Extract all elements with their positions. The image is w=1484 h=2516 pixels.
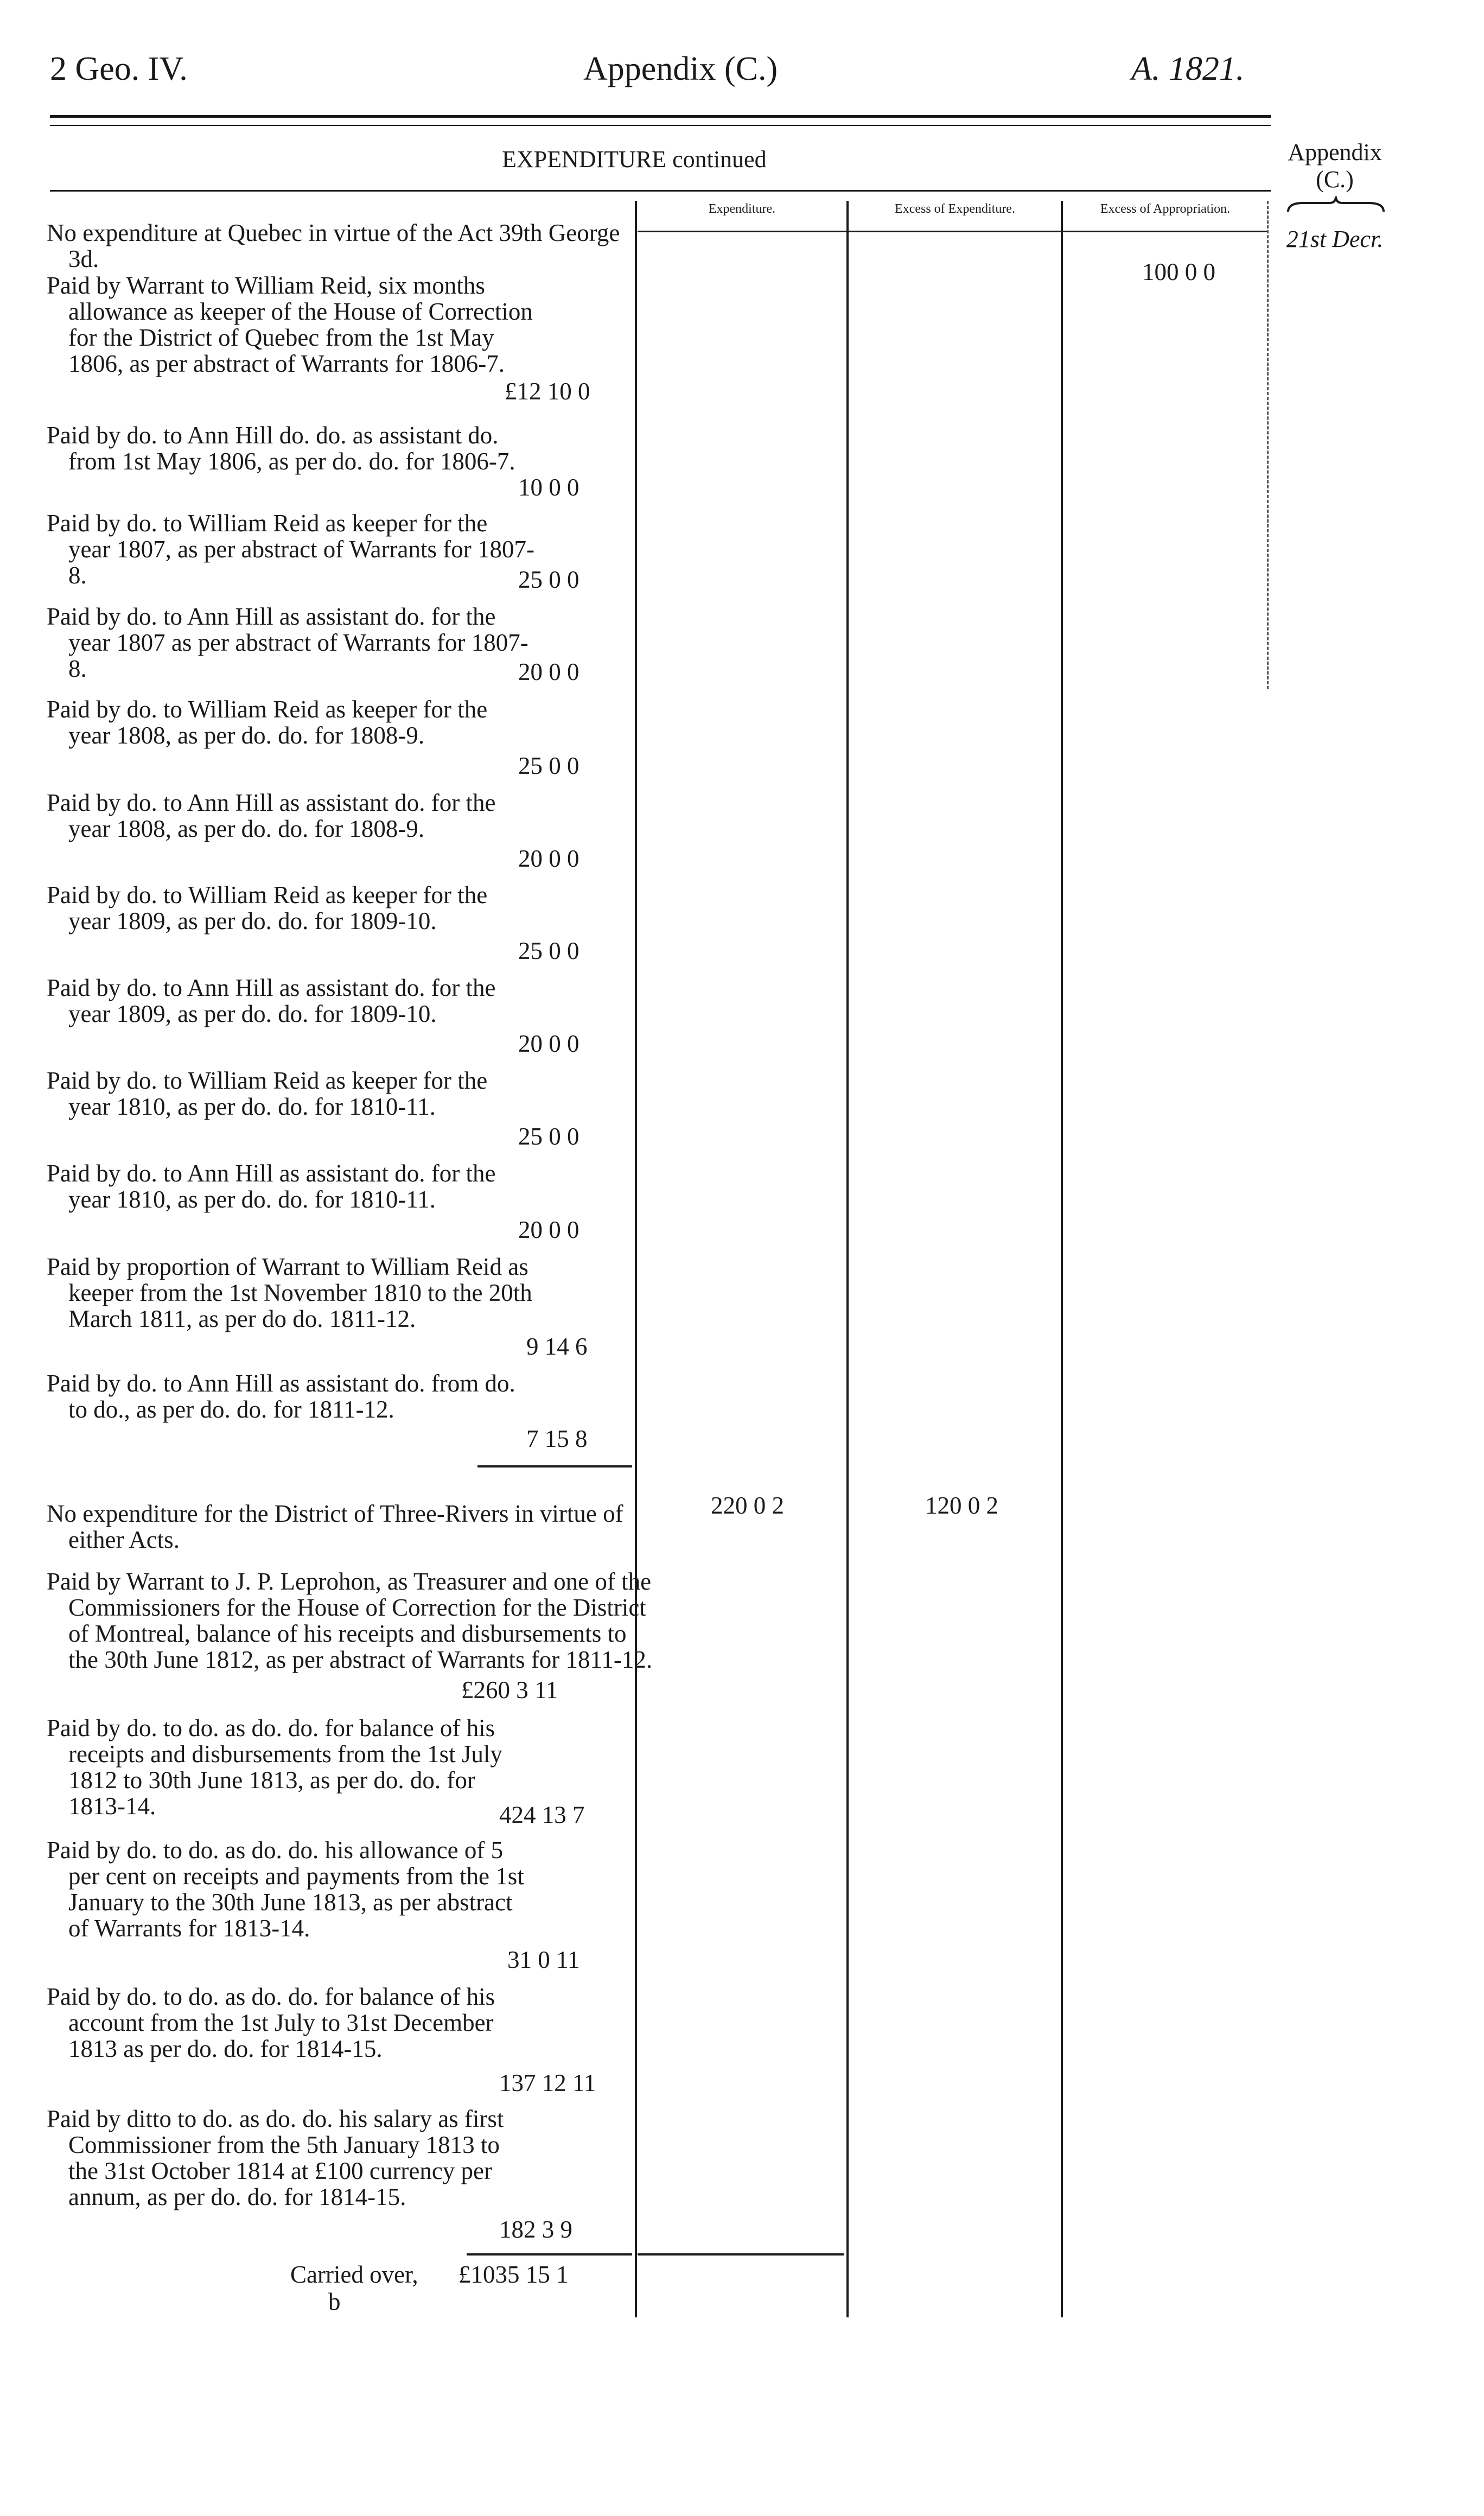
entry-quebec-1: Paid by Warrant to William Reid, six months allowance as keeper of the House of Correction for the District of Quebec from the 1st May 1806, as per abstract of Warrants for 1806-7. [47, 272, 533, 377]
amount-other-4: 137 12 11 [499, 2069, 596, 2096]
amount-quebec-7: 25 0 0 [518, 937, 579, 964]
amount-quebec-3: 25 0 0 [518, 566, 579, 593]
amount-quebec-4: 20 0 0 [518, 658, 579, 685]
entry-other-3: Paid by do. to do. as do. do. his allowance of 5 per cent on receipts and payments from the 1st January to the 30th June 1813, as per abstract of Warrants for 1813-14. [47, 1837, 524, 1942]
header-right: A. 1821. [1131, 50, 1245, 87]
entry-quebec-4: Paid by do. to Ann Hill as assistant do. for the year 1807 as per abstract of Warrants for 1807-8. [47, 603, 528, 682]
header-rule-top [50, 115, 1271, 118]
amount-quebec-10: 20 0 0 [518, 1216, 579, 1243]
amount-other-3: 31 0 11 [507, 1946, 580, 1973]
amount-quebec-1: £12 10 0 [505, 378, 590, 405]
entry-quebec-6: Paid by do. to Ann Hill as assistant do. for the year 1808, as per do. do. for 1808-9. [47, 789, 496, 842]
column-divider-4 [1267, 201, 1269, 689]
entry-other-4: Paid by do. to do. as do. do. for balance of his account from the 1st July to 31st December 1813 as per do. do. for 1814-15. [47, 1983, 495, 2062]
expenditure-total-rule [638, 2253, 844, 2255]
brace-icon [1287, 195, 1385, 217]
column-divider-3 [1061, 201, 1063, 2317]
signature-mark: b [328, 2288, 341, 2315]
amount-other-2: 424 13 7 [499, 1801, 585, 1828]
entry-quebec-3: Paid by do. to William Reid as keeper for the year 1807, as per abstract of Warrants for 1807-8. [47, 510, 534, 589]
quebec-subtotal-rule [477, 1465, 632, 1467]
column-divider-2 [846, 201, 849, 2317]
quebec-total-excess-expenditure: 120 0 2 [925, 1492, 998, 1519]
quebec-total-expenditure: 220 0 2 [711, 1492, 784, 1519]
entry-quebec-8: Paid by do. to Ann Hill as assistant do. for the year 1809, as per do. do. for 1809-10. [47, 974, 496, 1027]
header-left: 2 Geo. IV. [50, 50, 188, 87]
carried-over-rule [467, 2253, 632, 2255]
amount-other-5: 182 3 9 [499, 2216, 572, 2243]
entry-quebec-12: Paid by do. to Ann Hill as assistant do. from do. to do., as per do. do. for 1811-12. [47, 1370, 515, 1423]
entry-other-0: No expenditure for the District of Three-Rivers in virtue of either Acts. [47, 1500, 623, 1553]
entry-quebec-2: Paid by do. to Ann Hill do. do. as assistant do. from 1st May 1806, as per do. do. for 1806-7. [47, 422, 515, 475]
column-header-rule [638, 231, 1267, 232]
amount-quebec-12: 7 15 8 [526, 1425, 588, 1452]
margin-note-line1: Appendix [1288, 139, 1382, 166]
margin-note-line3: 21st Decr. [1286, 226, 1384, 252]
amount-quebec-8: 20 0 0 [518, 1030, 579, 1057]
carried-over-amount: £1035 15 1 [458, 2261, 569, 2288]
entry-quebec-5: Paid by do. to William Reid as keeper for the year 1808, as per do. do. for 1808-9. [47, 696, 488, 749]
entry-other-5: Paid by ditto to do. as do. do. his salary as first Commissioner from the 5th January 1813 to the 31st October 1814 at £100 currency per annum, as per do. do. for 1814-15. [47, 2105, 504, 2210]
entry-quebec-11: Paid by proportion of Warrant to William Reid as keeper from the 1st November 1810 to the 20th March 1811, as per do do. 1811-12. [47, 1253, 532, 1332]
carried-over-label: Carried over, [290, 2261, 418, 2288]
amount-quebec-6: 20 0 0 [518, 845, 579, 872]
entry-other-1: Paid by Warrant to J. P. Leprohon, as Treasurer and one of the Commissioners for the House of Correction for the District of Montreal, balance of his receipts and disbursements to the 30th June 1812, as per abstract of Warrants for 1811-12. [47, 1568, 653, 1673]
header-rule-bottom [50, 125, 1271, 126]
column-divider-1 [635, 201, 637, 2317]
table-top-rule [50, 190, 1271, 192]
margin-note-line2: (C.) [1316, 166, 1354, 193]
column-header-excess-appropriation: Excess of Appropriation. [1100, 202, 1231, 216]
column-header-excess-expenditure: Excess of Expenditure. [895, 202, 1015, 216]
entry-quebec-0 [47, 220, 654, 272]
entry-other-2: Paid by do. to do. as do. do. for balance of his receipts and disbursements from the 1st July 1812 to 30th June 1813, as per do. do. for 1813-14. [47, 1714, 502, 1820]
amount-quebec-2: 10 0 0 [518, 474, 579, 501]
column-header-expenditure: Expenditure. [708, 202, 776, 216]
entry-quebec-7: Paid by do. to William Reid as keeper for the year 1809, as per do. do. for 1809-10. [47, 881, 488, 935]
entry-text: No expenditure at Quebec in virtue of the Act 39th George 3d. [47, 219, 620, 272]
amount-quebec-11: 9 14 6 [526, 1333, 588, 1360]
entry-quebec-9: Paid by do. to William Reid as keeper for the year 1810, as per do. do. for 1810-11. [47, 1067, 488, 1120]
entry-quebec-10: Paid by do. to Ann Hill as assistant do. for the year 1810, as per do. do. for 1810-11. [47, 1160, 496, 1213]
header-center: Appendix (C.) [583, 50, 778, 87]
amount-other-1: £260 3 11 [461, 1676, 558, 1704]
quebec-appropriation-excess: 100 0 0 [1142, 258, 1215, 285]
amount-quebec-9: 25 0 0 [518, 1123, 579, 1150]
amount-quebec-5: 25 0 0 [518, 752, 579, 779]
section-title: EXPENDITURE continued [502, 146, 767, 173]
